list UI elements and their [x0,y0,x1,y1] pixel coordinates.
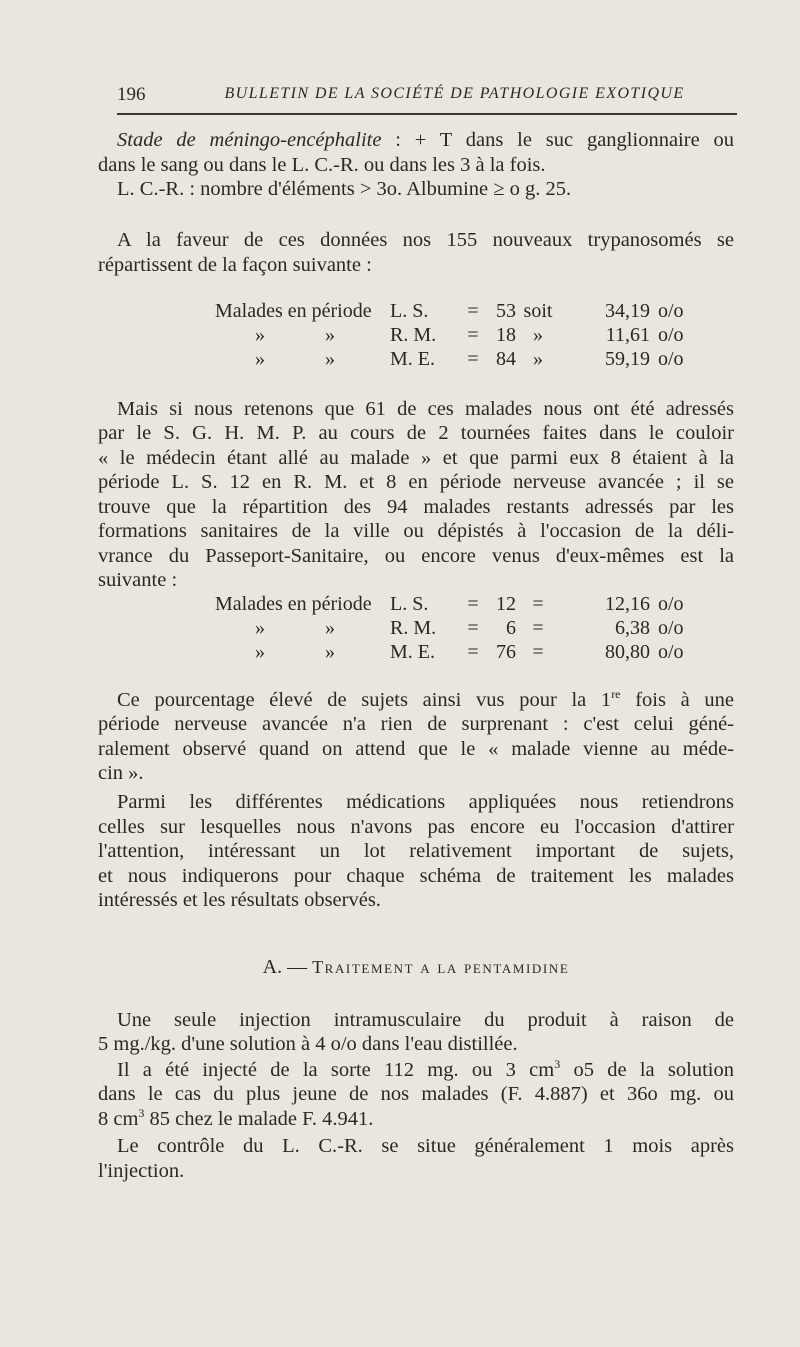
table-cell: 6,38 [615,617,650,639]
table-cell: L. S. [390,593,429,615]
para2-line-1: Mais si nous retenons que 61 de ces malades nous ont été adressés [117,398,734,420]
table-row [215,640,684,664]
para2-line-6: formations sanitaires de la ville ou dépistés à l'occasion de la déli- [98,520,734,542]
para2-line-3: « le médecin étant allé au malade » et que parmi eux 8 étaient à la [98,447,734,469]
table-cell: o/o [658,324,684,346]
header-rule [117,113,737,115]
table-cell: = [532,641,544,663]
stade-line-1 [117,128,734,152]
para4-line-4: et nous indiquerons pour chaque schéma de traitement les malades [98,865,734,887]
table-row [215,616,684,640]
para1-line-1: A la faveur de ces données nos 155 nouveaux trypanosomés se [117,229,734,251]
table-cell: » [255,348,265,370]
para4-line-1: Parmi les différentes médications appliquées nous retiendrons [117,791,734,813]
para2-line-7: vrance du Passeport-Sanitaire, ou encore venus d'eux-mêmes est la [98,545,734,567]
running-title: BULLETIN DE LA SOCIÉTÉ DE PATHOLOGIE EXOTIQUE [224,85,685,102]
para3-line-3: ralement observé quand on attend que le « malade vienne au méde- [98,738,734,760]
para4-line-5: intéressés et les résultats observés. [98,889,381,911]
para5-line-1: Une seule injection intramusculaire du produit à raison de [117,1009,734,1031]
table-cell: = [467,593,479,615]
table-cell: » [255,617,265,639]
table-cell: 11,61 [605,324,650,346]
table-cell: = [532,617,544,639]
para6-line-1 [117,1058,734,1082]
table-cell: » [325,324,335,346]
para3-line-1 [117,688,734,712]
para6-line-1-tail: o5 de la solution [560,1059,734,1081]
para1-line-2: répartissent de la façon suivante : [98,254,372,276]
table-cell: o/o [658,593,684,615]
table-cell: 34,19 [605,300,650,322]
superscript: 3 [138,1106,145,1121]
para3-line-1-text: Ce pourcentage élevé de sujets ainsi vus pour la 1 [117,689,612,711]
table-cell: o/o [658,617,684,639]
table-cell: » [533,348,543,370]
table-cell: R. M. [390,324,437,346]
superscript: re [611,687,621,702]
section-title: Traitement a la pentamidine [312,957,570,977]
table-cell: o/o [658,300,684,322]
table-cell: » [325,617,335,639]
distribution-table-1 [215,299,684,371]
table-cell: » [255,641,265,663]
page-header [117,84,737,106]
table-cell: = [467,641,479,663]
para6-line-3 [98,1107,373,1131]
para7-line-1: Le contrôle du L. C.-R. se situe généralement 1 mois après [117,1135,734,1157]
table-cell: 84 [496,348,516,370]
stade-line-2: dans le sang ou dans le L. C.-R. ou dans les 3 à la fois. [98,154,546,176]
stade-line-1-text: : + T dans le suc ganglionnaire ou [381,129,734,151]
table-cell: Malades en période [215,593,372,615]
table-cell: o/o [658,641,684,663]
table-row [215,347,684,371]
table-cell: 76 [496,641,516,663]
table-cell: = [532,593,544,615]
stade-label: Stade de méningo-encéphalite [117,129,382,151]
superscript: 3 [554,1057,561,1072]
table-cell: 18 [496,324,516,346]
table-cell: » [325,641,335,663]
para6-line-2: dans le cas du plus jeune de nos malades (F. 4.887) et 36o mg. ou [98,1083,734,1105]
table-cell: 12 [496,593,516,615]
para2-line-5: trouve que la répartition des 94 malades restants adressés par les [98,496,734,518]
table-cell: 6 [506,617,516,639]
distribution-table-2 [215,592,684,664]
section-heading [98,956,734,979]
table-cell: M. E. [390,348,435,370]
table-cell: 59,19 [605,348,650,370]
para7-line-2: l'injection. [98,1160,185,1182]
page-number: 196 [117,84,146,105]
table-cell: M. E. [390,641,435,663]
para6-line-3-tail: 85 chez le malade F. 4.941. [144,1108,374,1130]
table-cell: R. M. [390,617,437,639]
para6-line-3-text: 8 cm [98,1108,139,1130]
table-cell: 80,80 [605,641,650,663]
para3-line-2: période nerveuse avancée n'a rien de surprenant : c'est celui géné- [98,713,734,735]
table-row [215,592,684,616]
table-cell: » [325,348,335,370]
table-cell: » [533,324,543,346]
para2-line-8: suivante : [98,569,178,591]
table-cell: = [467,324,479,346]
para4-line-3: l'attention, intéressant un lot relativement important de sujets, [98,840,734,862]
table-cell: o/o [658,348,684,370]
para3-line-1-tail: fois à une [620,689,735,711]
table-cell: Malades en période [215,300,372,322]
stade-line-3: L. C.-R. : nombre d'éléments > 3o. Albumine ≥ o g. 25. [117,178,572,200]
para2-line-4: période L. S. 12 en R. M. et 8 en période nerveuse avancée ; il se [98,471,734,493]
para3-line-4: cin ». [98,762,144,784]
section-prefix: A. — [262,956,313,978]
para2-line-2: par le S. G. H. M. P. au cours de 2 tournées faites dans le couloir [98,422,734,444]
para4-line-2: celles sur lesquelles nous n'avons pas encore eu l'occasion d'attirer [98,816,734,838]
table-row [215,323,684,347]
table-cell: 53 [496,300,516,322]
table-cell: L. S. [390,300,429,322]
table-cell: = [467,300,479,322]
table-row [215,299,684,323]
para5-line-2: 5 mg./kg. d'une solution à 4 o/o dans l'eau distillée. [98,1033,518,1055]
table-cell: = [467,617,479,639]
table-cell: » [255,324,265,346]
table-cell: 12,16 [605,593,650,615]
para6-line-1-text: Il a été injecté de la sorte 112 mg. ou 3 cm [117,1059,555,1081]
table-cell: soit [523,300,553,322]
table-cell: = [467,348,479,370]
